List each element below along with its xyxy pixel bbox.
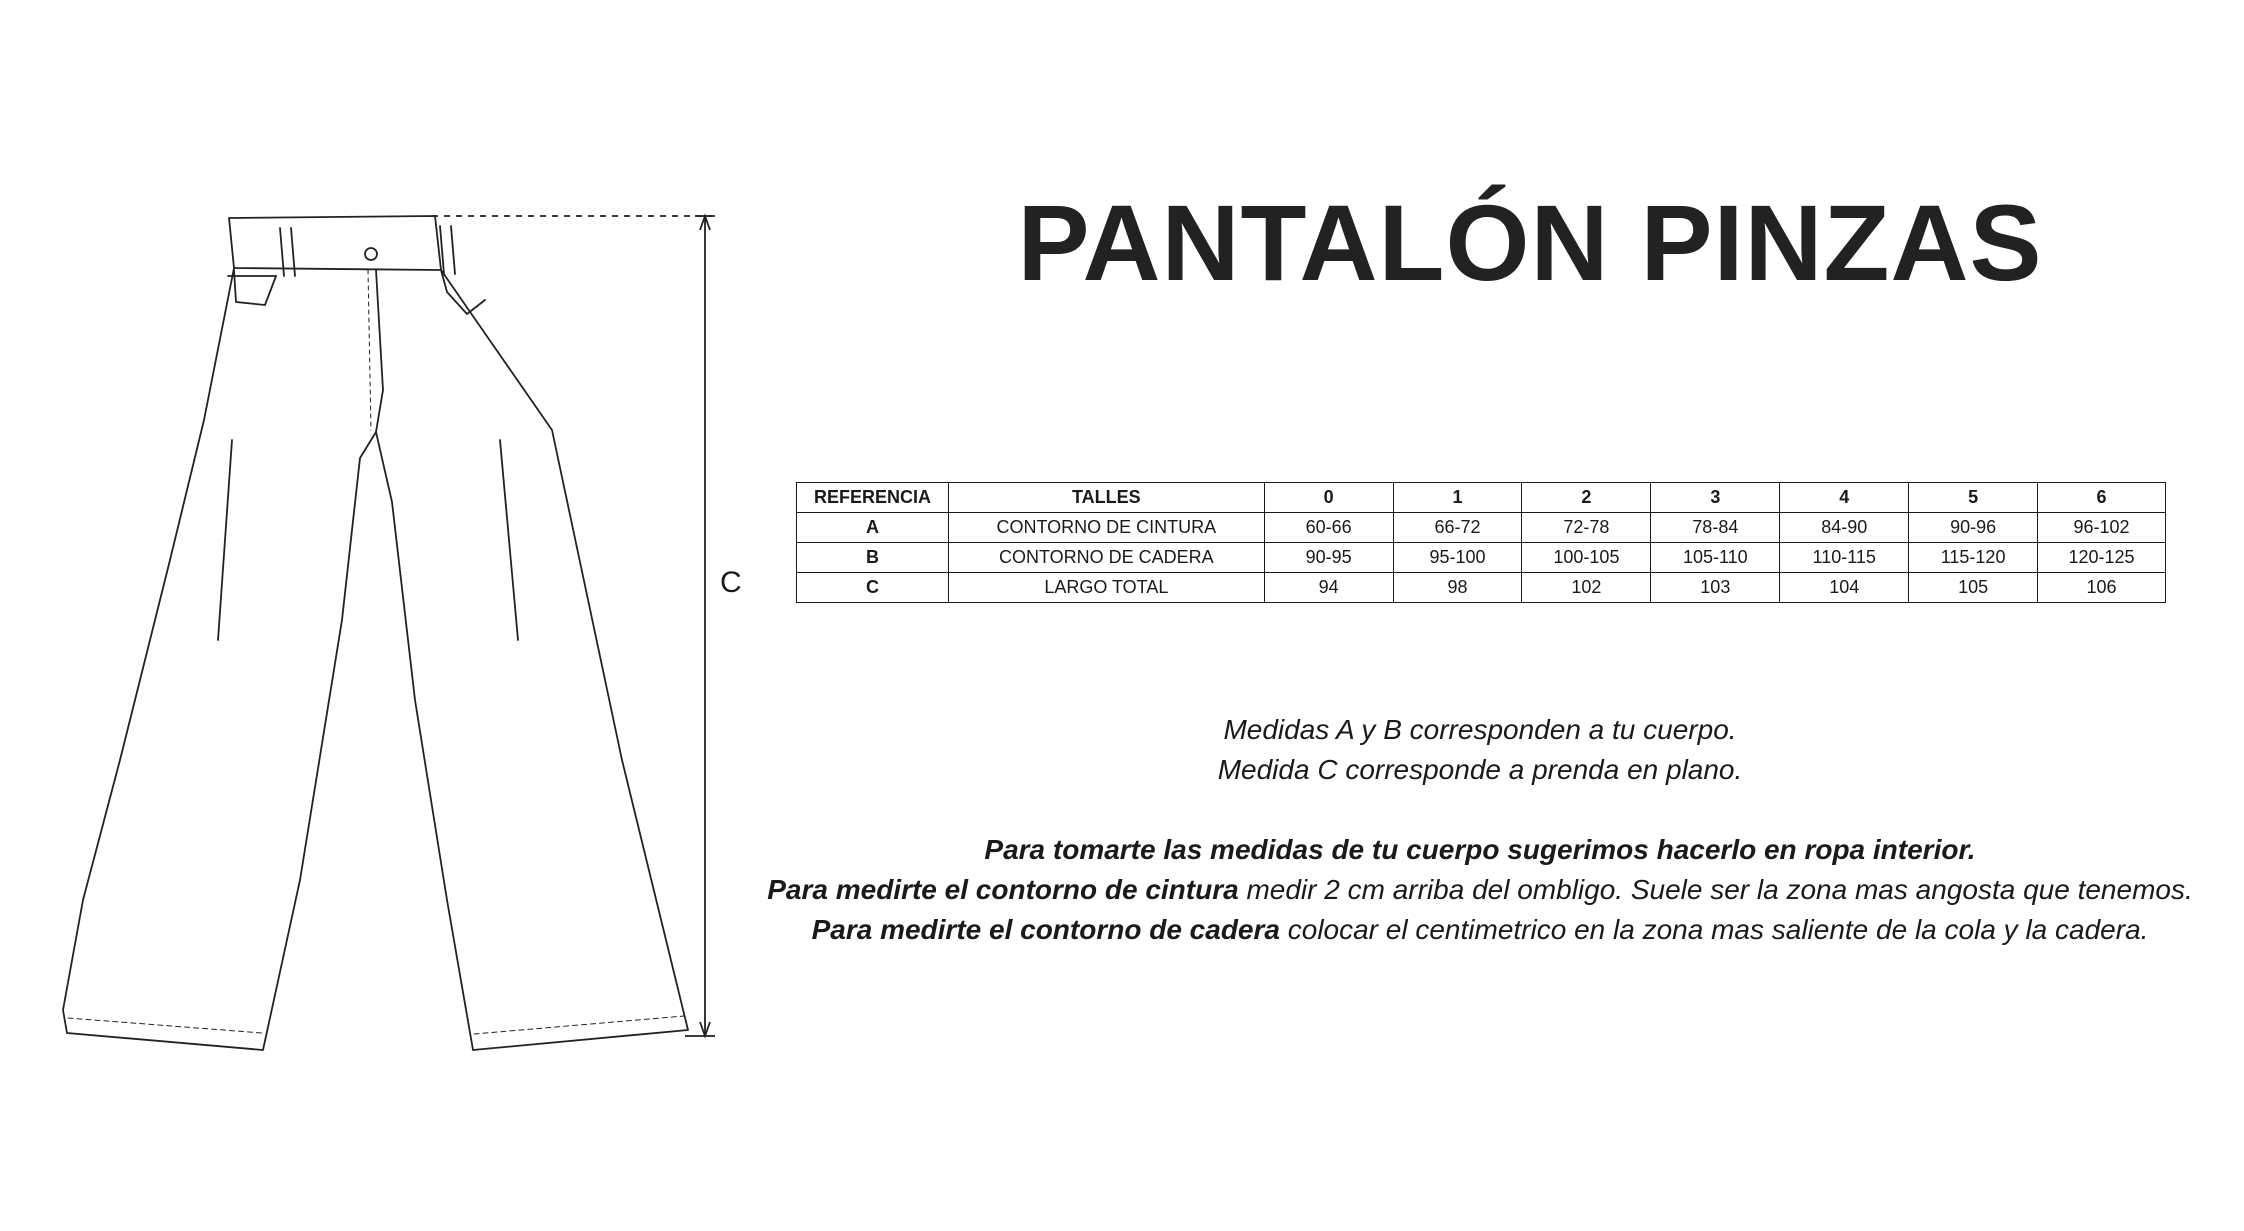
- value-cell: 104: [1780, 573, 1909, 603]
- table-row: [797, 573, 2166, 603]
- table-row: [797, 513, 2166, 543]
- value-cell: 105: [1909, 573, 2038, 603]
- note-line: [760, 910, 2200, 950]
- header-cell: 1: [1393, 483, 1522, 513]
- value-cell: 60-66: [1264, 513, 1393, 543]
- pants-technical-drawing: [0, 0, 800, 1231]
- value-cell: 72-78: [1522, 513, 1651, 543]
- table-header-row: [797, 483, 2166, 513]
- note-bold-text: Para medirte el contorno de cadera: [811, 914, 1280, 945]
- header-cell: 5: [1909, 483, 2038, 513]
- note-line: [760, 870, 2200, 910]
- size-chart-table: [796, 482, 2166, 603]
- header-cell: 6: [2038, 483, 2166, 513]
- value-cell: 98: [1393, 573, 1522, 603]
- note-line: [760, 830, 2200, 870]
- note-text: colocar el centimetrico en la zona mas saliente de la cola y la cadera.: [1279, 914, 2149, 945]
- measure-label-cell: CONTORNO DE CINTURA: [948, 513, 1264, 543]
- header-cell: 0: [1264, 483, 1393, 513]
- header-cell: 2: [1522, 483, 1651, 513]
- value-cell: 94: [1264, 573, 1393, 603]
- value-cell: 102: [1522, 573, 1651, 603]
- value-cell: 84-90: [1780, 513, 1909, 543]
- value-cell: 103: [1651, 573, 1780, 603]
- note-bold-text: Para medirte el contorno de cintura: [767, 874, 1239, 905]
- header-cell: 3: [1651, 483, 1780, 513]
- value-cell: 100-105: [1522, 543, 1651, 573]
- value-cell: 95-100: [1393, 543, 1522, 573]
- header-cell: TALLES: [948, 483, 1264, 513]
- note-line: Medida C corresponde a prenda en plano.: [1217, 754, 1743, 785]
- reference-cell: A: [797, 513, 949, 543]
- measure-label-cell: LARGO TOTAL: [948, 573, 1264, 603]
- table-row: [797, 543, 2166, 573]
- measurement-notes: [760, 710, 2200, 950]
- value-cell: 90-95: [1264, 543, 1393, 573]
- reference-cell: C: [797, 573, 949, 603]
- value-cell: 96-102: [2038, 513, 2166, 543]
- note-line: Medidas A y B corresponden a tu cuerpo.: [1223, 714, 1737, 745]
- value-cell: 90-96: [1909, 513, 2038, 543]
- header-cell: 4: [1780, 483, 1909, 513]
- note-spacer: [760, 790, 2200, 830]
- value-cell: 120-125: [2038, 543, 2166, 573]
- note-bold-text: Para tomarte las medidas de tu cuerpo sugerimos hacerlo en ropa interior.: [984, 834, 1976, 865]
- value-cell: 105-110: [1651, 543, 1780, 573]
- page-title: PANTALÓN PINZAS: [1017, 182, 2043, 303]
- value-cell: 78-84: [1651, 513, 1780, 543]
- value-cell: 115-120: [1909, 543, 2038, 573]
- value-cell: 66-72: [1393, 513, 1522, 543]
- reference-cell: B: [797, 543, 949, 573]
- measurement-c-label: C: [720, 566, 742, 599]
- value-cell: 110-115: [1780, 543, 1909, 573]
- header-cell: REFERENCIA: [797, 483, 949, 513]
- measure-label-cell: CONTORNO DE CADERA: [948, 543, 1264, 573]
- value-cell: 106: [2038, 573, 2166, 603]
- note-text: medir 2 cm arriba del ombligo. Suele ser la zona mas angosta que tenemos.: [1238, 874, 2193, 905]
